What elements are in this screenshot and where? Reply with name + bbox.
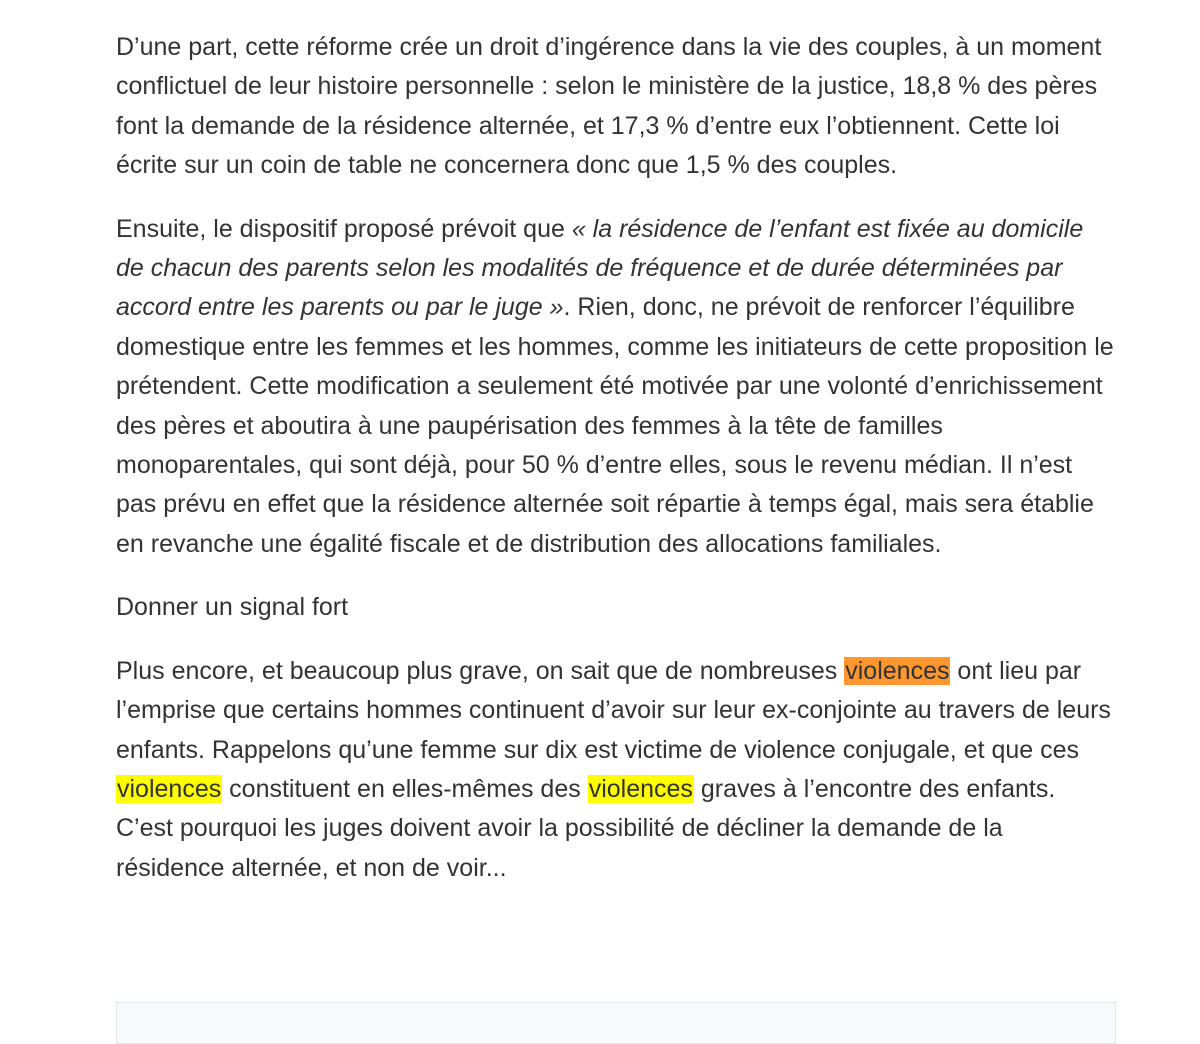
search-highlight-match: violences: [117, 774, 222, 803]
article-body: [116, 28, 1116, 888]
paragraph-3-text-1: Plus encore, et beaucoup plus grave, on sait que de nombreuses: [116, 656, 845, 685]
paragraph-3-text-4: graves à l’encontre des enfants. C’est pourquoi les juges doivent avoir la possibilité de décliner la demande de la résidence alternée, et non de voir...: [116, 774, 1056, 882]
search-highlight-active: violences: [845, 656, 950, 685]
paragraph-3-text-3: constituent en elles-mêmes des: [222, 774, 588, 803]
paragraph-1: D’une part, cette réforme crée un droit d’ingérence dans la vie des couples, à un moment conflictuel de leur histoire personnelle : selon le ministère de la justice, 18,8 % des pères font la demande de la résidence alternée, et 17,3 % d’entre eux l’obtiennent. Cette loi écrite sur un coin de table ne concernera donc que 1,5 % des couples.: [116, 33, 1102, 180]
paragraph-3-text-2: ont lieu par l’emprise que certains hommes continuent d’avoir sur leur ex-conjointe au travers de leurs enfants. Rappelons qu’une femme sur dix est victime de violence conjugale, et que ces: [116, 656, 1111, 764]
paragraph-3: [116, 652, 1116, 888]
paragraph-2-text-start: Ensuite, le dispositif proposé prévoit que: [116, 214, 572, 243]
paywall-box: [116, 1002, 1116, 1044]
subheading: Donner un signal fort: [116, 593, 349, 622]
search-highlight-match: violences: [588, 774, 693, 803]
paragraph-2-text-end: . Rien, donc, ne prévoit de renforcer l’équilibre domestique entre les femmes et les hommes, comme les initiateurs de cette proposition le prétendent. Cette modification a seulement été motivée par une volonté d’enrichissement des pères et aboutira à une paupérisation des femmes à la tête de familles monoparentales, qui sont déjà, pour 50 % d’entre elles, sous le revenu médian. Il n’est pas prévu en effet que la résidence alternée soit répartie à temps égal, mais sera établie en revanche une égalité fiscale et de distribution des allocations familiales.: [116, 293, 1114, 558]
paragraph-2-quote: « la résidence de l’enfant est fixée au domicile de chacun des parents selon les modalités de fréquence et de durée déterminées par accord entre les parents ou par le juge »: [116, 214, 1084, 322]
paragraph-2: [116, 210, 1116, 565]
